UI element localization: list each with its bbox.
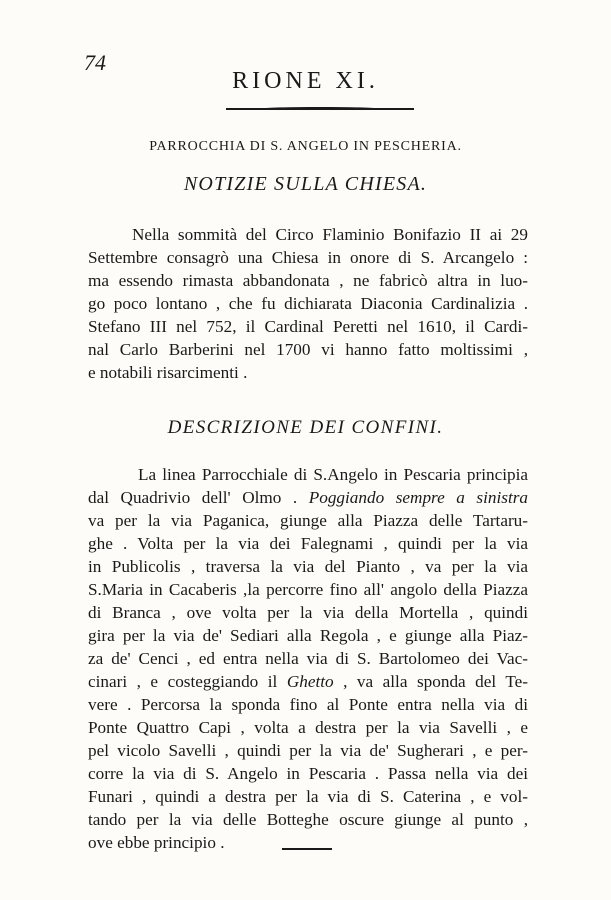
text-line: ove ebbe principio . — [88, 833, 225, 852]
text-line: gira per la via de' Sediari alla Regola , e giunge alla Piaz- — [88, 626, 528, 645]
descrizione-paragraph — [88, 463, 528, 854]
text-segment: , va alla sponda del Te- — [343, 672, 529, 691]
text-line: za de' Cenci , ed entra nella via di S. Bartolomeo dei Vac- — [88, 649, 528, 668]
text-line: ghe . Volta per la via dei Falegnami , quindi per la via — [88, 534, 528, 553]
text-line: di Branca , ove volta per la via della Mortella , quindi — [88, 603, 528, 622]
text-line: Ponte Quattro Capi , volta a destra per la via Savelli , e — [88, 718, 528, 737]
text-line: vere . Percorsa la sponda fino al Ponte entra nella via di — [88, 695, 528, 714]
notizie-heading: NOTIZIE SULLA CHIESA. — [183, 173, 428, 195]
text-line: Funari , quindi a destra per la via di S. Caterina , e vol- — [88, 787, 528, 806]
text-line: tando per la via delle Botteghe oscure giunge al punto , — [88, 810, 528, 829]
text-line: pel vicolo Savelli , quindi per la via de' Sugherari , e per- — [88, 741, 528, 760]
text-line: in Publicolis , traversa la via del Pianto , va per la via — [88, 557, 528, 576]
end-divider — [282, 848, 332, 850]
text-line: go poco lontano , che fu dichiarata Diaconia Cardinalizia . — [88, 294, 528, 313]
text-line: va per la via Paganica, giunge alla Piazza delle Tartaru- — [88, 511, 528, 530]
title-divider — [226, 108, 414, 110]
text-line: Stefano III nel 752, il Cardinal Peretti nel 1610, il Cardi- — [88, 317, 528, 336]
text-segment: cinari , e costeggiando il — [88, 672, 278, 691]
text-line: Nella sommità del Circo Flaminio Bonifazio II ai 29 — [132, 225, 528, 244]
text-line: La linea Parrocchiale di S.Angelo in Pescaria principia — [138, 465, 528, 484]
notizie-paragraph — [88, 223, 528, 384]
rione-title: RIONE XI. — [232, 68, 379, 94]
text-segment: dal Quadrivio dell' Olmo . — [88, 488, 298, 507]
text-line: ma essendo rimasta abbandonata , ne fabricò altra in luo- — [88, 271, 528, 290]
text-line: corre la via di S. Angelo in Pescaria . Passa nella via dei — [88, 764, 528, 783]
text-line: S.Maria in Cacaberis ,la percorre fino all' angolo della Piazza — [88, 580, 528, 599]
descrizione-heading: DESCRIZIONE DEI CONFINI. — [167, 417, 444, 438]
italic-phrase: Ghetto — [286, 672, 334, 691]
italic-phrase: Poggiando sempre a sinistra — [308, 488, 528, 507]
parish-title: PARROCCHIA DI S. ANGELO IN PESCHERIA. — [149, 139, 462, 154]
text-line: nal Carlo Barberini nel 1700 vi hanno fatto moltissimi , — [88, 340, 528, 359]
page-number: 74 — [84, 50, 106, 75]
text-line — [88, 670, 528, 693]
text-line — [88, 486, 528, 509]
text-line: Settembre consagrò una Chiesa in onore di S. Arcangelo : — [88, 248, 528, 267]
text-line: e notabili risarcimenti . — [88, 363, 248, 382]
